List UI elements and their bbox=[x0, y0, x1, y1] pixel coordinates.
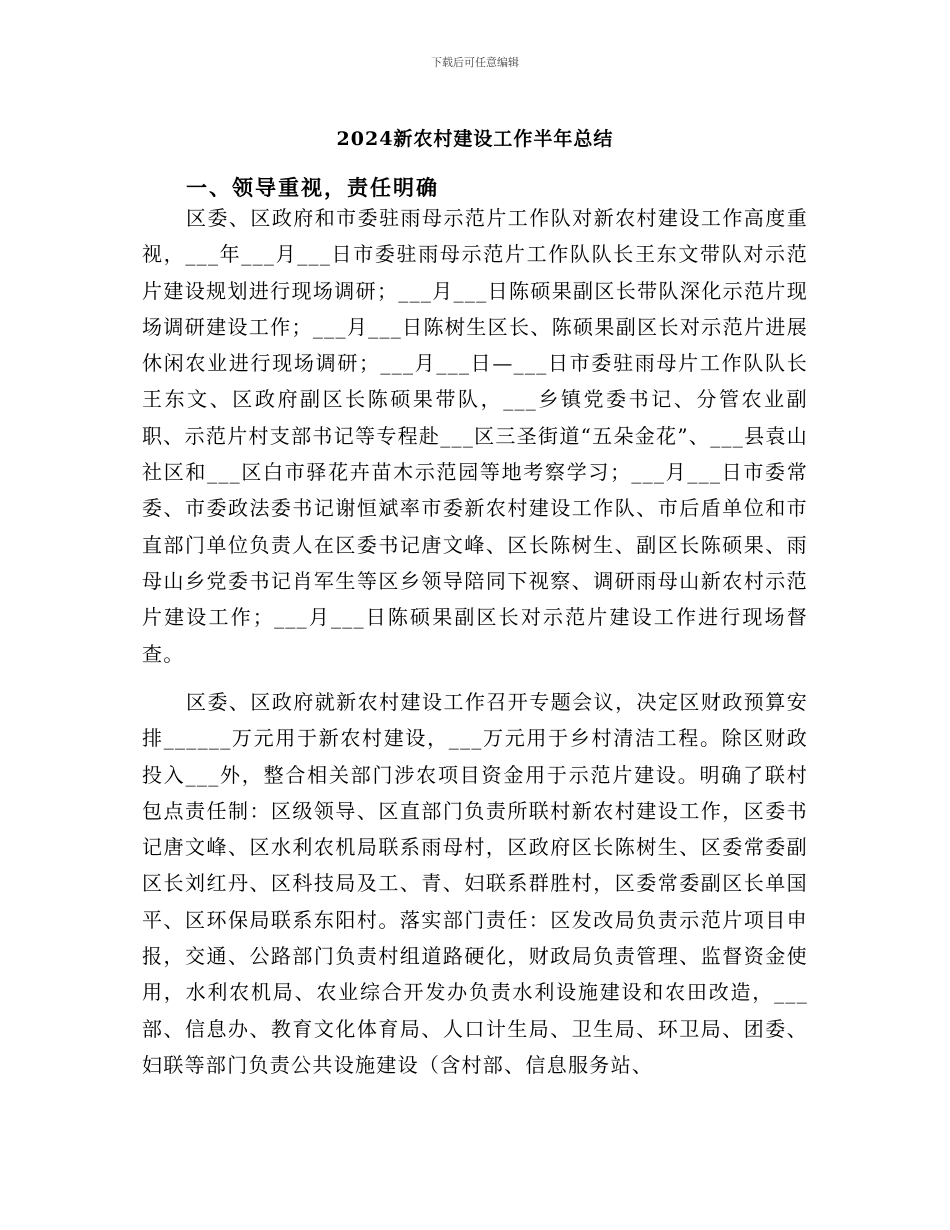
body-paragraph: 区委、区政府就新农村建设工作召开专题会议，决定区财政预算安排______万元用于新农村建设，___万元用于乡村清洁工程。除区财政投入___外，整合相关部门涉农项目资金用于示范片建设。明确了联村包点责任制：区级领导、区直部门负责所联村新农村建设工作，区委书记唐文峰、区水利农机局联系雨母村，区政府区长陈树生、区委常委副区长刘红丹、区科技局及工、青、妇联系群胜村，区委常委副区长单国平、区环保局联系东阳村。落实部门责任：区发改局负责示范片项目申报，交通、公路部门负责村组道路硬化，财政局负责管理、监督资金使用，水利农机局、农业综合开发办负责水利设施建设和农田改造，___部、信息办、教育文化体育局、人口计生局、卫生局、环卫局、团委、妇联等部门负责公共设施建设（含村部、信息服务站、 bbox=[142, 690, 808, 1077]
section-heading: 一、领导重视，责任明确 bbox=[186, 175, 439, 200]
header-note: 下载后可任意编辑 bbox=[431, 56, 519, 69]
page-title: 2024新农村建设工作半年总结 bbox=[336, 128, 614, 150]
body-paragraph: 区委、区政府和市委驻雨母示范片工作队对新农村建设工作高度重视，___年___月___日市委驻雨母示范片工作队队长王东文带队对示范片建设规划进行现场调研；___月___日陈硕果副区长带队深化示范片现场调研建设工作；___月___日陈树生区长、陈硕果副区长对示范片进展休闲农业进行现场调研；___月___日—___日市委驻雨母片工作队队长王东文、区政府副区长陈硕果带队，___乡镇党委书记、分管农业副职、示范片村支部书记等专程赴___区三圣街道“五朵金花”、___县袁山社区和___区白市驿花卉苗木示范园等地考察学习；___月___日市委常委、市委政法委书记谢恒斌率市委新农村建设工作队、市后盾单位和市直部门单位负责人在区委书记唐文峰、区长陈树生、副区长陈硕果、雨母山乡党委书记肖军生等区乡领导陪同下视察、调研雨母山新农村示范片建设工作；___月___日陈硕果副区长对示范片建设工作进行现场督查。 bbox=[142, 206, 808, 666]
